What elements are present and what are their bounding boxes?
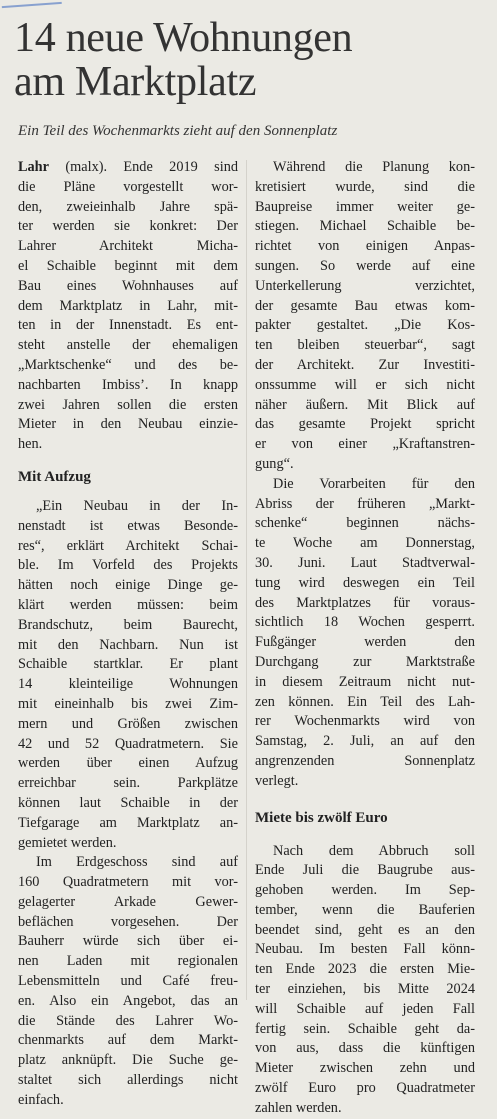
text-line: sichtlich 18 Wochen gesperrt. [255,614,475,631]
text-line: en. Also ein Angebot, das an [18,992,238,1009]
text-line: Während die Planung kon- [273,159,475,175]
text-line: platz anknüpft. Die Suche ge- [18,1052,238,1069]
text-line: pakter gestaltet. „Die Kos- [255,317,475,334]
text-line: er von einer „Kraftanstren- [255,436,475,453]
text-line: näher äußern. Mit Blick auf [255,396,475,413]
text-line: gelagerter Arkade Gewer- [18,893,238,910]
text-line: Bau eines Wohnhauses auf [18,277,238,294]
section1-paragraph-2 [18,853,238,1110]
text-line: steht anstelle der ehemaligen [18,337,238,354]
text-line: ter einziehen, bis Mitte 2024 [255,981,475,998]
text-line: onssumme will er sich nicht [255,376,475,393]
text-line: zwölf Euro pro Quadratmeter [255,1080,475,1097]
text-line: ten bleiben steuerbar“, sagt [255,337,475,354]
text-line: einfach. [18,1091,64,1108]
section1-paragraph-1 [18,497,238,853]
text-line: Ende Juli die Baugrube aus- [255,862,475,879]
text-line: staltet sich allerdings nicht [18,1072,238,1089]
text-line: mit den Nachbarn. Nun ist [18,636,238,653]
corner-pen-mark [2,2,62,14]
section2-paragraph [255,842,475,1119]
text-line: Baupreise immer weiter ge- [255,198,475,215]
text-line: nachbarten Imbiss’. In knapp [18,376,238,393]
text-line: verlegt. [255,772,299,789]
text-line: zen können. Ein Teil des Lah- [255,693,475,710]
text-line: den, zweieinhalb Jahre spä- [18,198,238,215]
text-line: Fußgänger werden den [255,634,475,651]
text-line: nenstadt ist etwas Besonde- [18,517,238,534]
text-line: Abriss der früheren „Markt- [255,495,475,512]
text-line: zwei Jahren sollen die ersten [18,396,238,413]
right-paragraph-2 [255,475,475,792]
text-line: dem Marktplatz in Lahr, mit- [18,297,238,314]
text-line: Lahrer Architekt Micha- [18,238,238,255]
right-column [255,158,475,1116]
text-line: Lebensmitteln und Café freu- [18,973,238,990]
text-line: tung wird deswegen ein Teil [255,574,475,591]
left-column [18,158,238,1108]
text-line: Mieter in den Neubau einzie- [18,416,238,433]
text-line: klärt werden müssen: beim [18,596,238,613]
text-line: te Woche am Donnerstag, [255,535,475,552]
text-line: gehoben werden. Im Sep- [255,882,475,899]
text-line: 42 und 52 Quadratmetern. Sie [18,735,238,752]
text-line: chenmarkts auf dem Markt- [18,1032,238,1049]
article-headline [14,16,484,104]
text-line: hen. [18,436,43,453]
text-line: Neubau. Im besten Fall könn- [255,941,475,958]
text-line: Im Erdgeschoss sind auf [36,854,238,871]
text-line: Bauherr würde sich über ei- [18,933,238,950]
byline-lead: Lahr [18,159,49,175]
text-line: Mieter zwischen zehn und [255,1060,475,1077]
text-line: el Schaible beginnt mit dem [18,257,238,274]
article-subheadline: Ein Teil des Wochenmarkts zieht auf den Sonnenplatz [18,123,338,139]
text-line: Durchgang zur Marktstraße [255,653,475,670]
text-line: mit eineinhalb bis zwei Zim- [18,695,238,712]
text-line: ten in der Innenstadt. Es ent- [18,317,238,334]
text-line: ter werden sie konkret: Der [18,218,238,235]
text-line: zahlen werden. [255,1099,342,1116]
text-line: Tiefgarage am Marktplatz an- [18,814,238,831]
text-line: Nach dem Abbruch soll [273,842,475,859]
text-line: in diesem Zeitraum nicht nut- [255,673,475,690]
text-line: „Marktschenke“ und des be- [18,356,238,373]
headline-line-2: am Marktplatz [14,59,257,105]
text-line: Lahr (malx). Ende 2019 sind [18,159,238,175]
text-line: angrenzenden Sonnenplatz [255,752,475,769]
text-line: 14 kleinteilige Wohnungen [18,676,238,693]
intro-paragraph [18,158,238,455]
text-line: 160 Quadratmetern mit vor- [18,874,238,891]
text-line: sungen. So werde auf eine [255,257,475,274]
text-line: kretisiert wurde, sind die [255,178,475,195]
text-line: ten Ende 2023 die ersten Mie- [255,961,475,978]
section-title-mit-aufzug: Mit Aufzug [18,468,91,485]
text-line: gung“. [255,455,294,472]
text-line: des Marktplatzes für voraus- [255,594,475,611]
text-line: nen Laden mit regionalen [18,953,238,970]
text-line: das gesamte Projekt spricht [255,416,475,433]
text-line: res“, erklärt Architekt Schai- [18,537,238,554]
text-line: tember, wenn die Bauferien [255,901,475,918]
text-line: schenke“ beginnen nächs- [255,515,475,532]
text-line: Samstag, 2. Juli, an auf den [255,733,475,750]
text-line: von aus, dass die künftigen [255,1040,475,1057]
text-line: Unterkellerung verzichtet, [255,277,475,294]
right-paragraph-1 [255,158,475,475]
text-line: gemietet werden. [18,834,117,851]
text-line: ble. Im Vorfeld des Projekts [18,557,238,574]
text-line: der Architekt. Zur Investiti- [255,356,475,373]
text-line: 30. Juni. Laut Stadtverwal- [255,554,475,571]
text-line: können laut Schaible in der [18,794,238,811]
column-divider [246,160,247,1000]
text-line: beendet sind, geht es an den [255,921,475,938]
text-line: mern und Größen zwischen [18,715,238,732]
text-line: rer Wochenmarkts wird von [255,713,475,730]
text-line: stiegen. Michael Schaible be- [255,218,475,235]
text-line: „Ein Neubau in der In- [36,497,238,514]
text-line: fertig sein. Schaible geht da- [255,1020,475,1037]
text-line: Die Vorarbeiten für den [273,475,475,492]
text-line: die Pläne vorgestellt wor- [18,178,238,195]
text-line: will Schaible auf jeden Fall [255,1000,475,1017]
section-title-miete: Miete bis zwölf Euro [255,809,388,826]
text-line: Schaible startklar. Er plant [18,656,238,673]
text-line: hätten noch einige Dinge ge- [18,577,238,594]
text-line: werden über einen Aufzug [18,755,238,772]
text-line: der gesamte Bau etwas kom- [255,297,475,314]
text-line: die Stände des Lahrer Wo- [18,1012,238,1029]
text-line: richtet von einigen Anpas- [255,238,475,255]
text-line: Brandschutz, beim Baurecht, [18,616,238,633]
headline-line-1: 14 neue Wohnungen [14,15,353,61]
text-line: erreichbar sein. Parkplätze [18,775,238,792]
text-line: beflächen vorgesehen. Der [18,913,238,930]
